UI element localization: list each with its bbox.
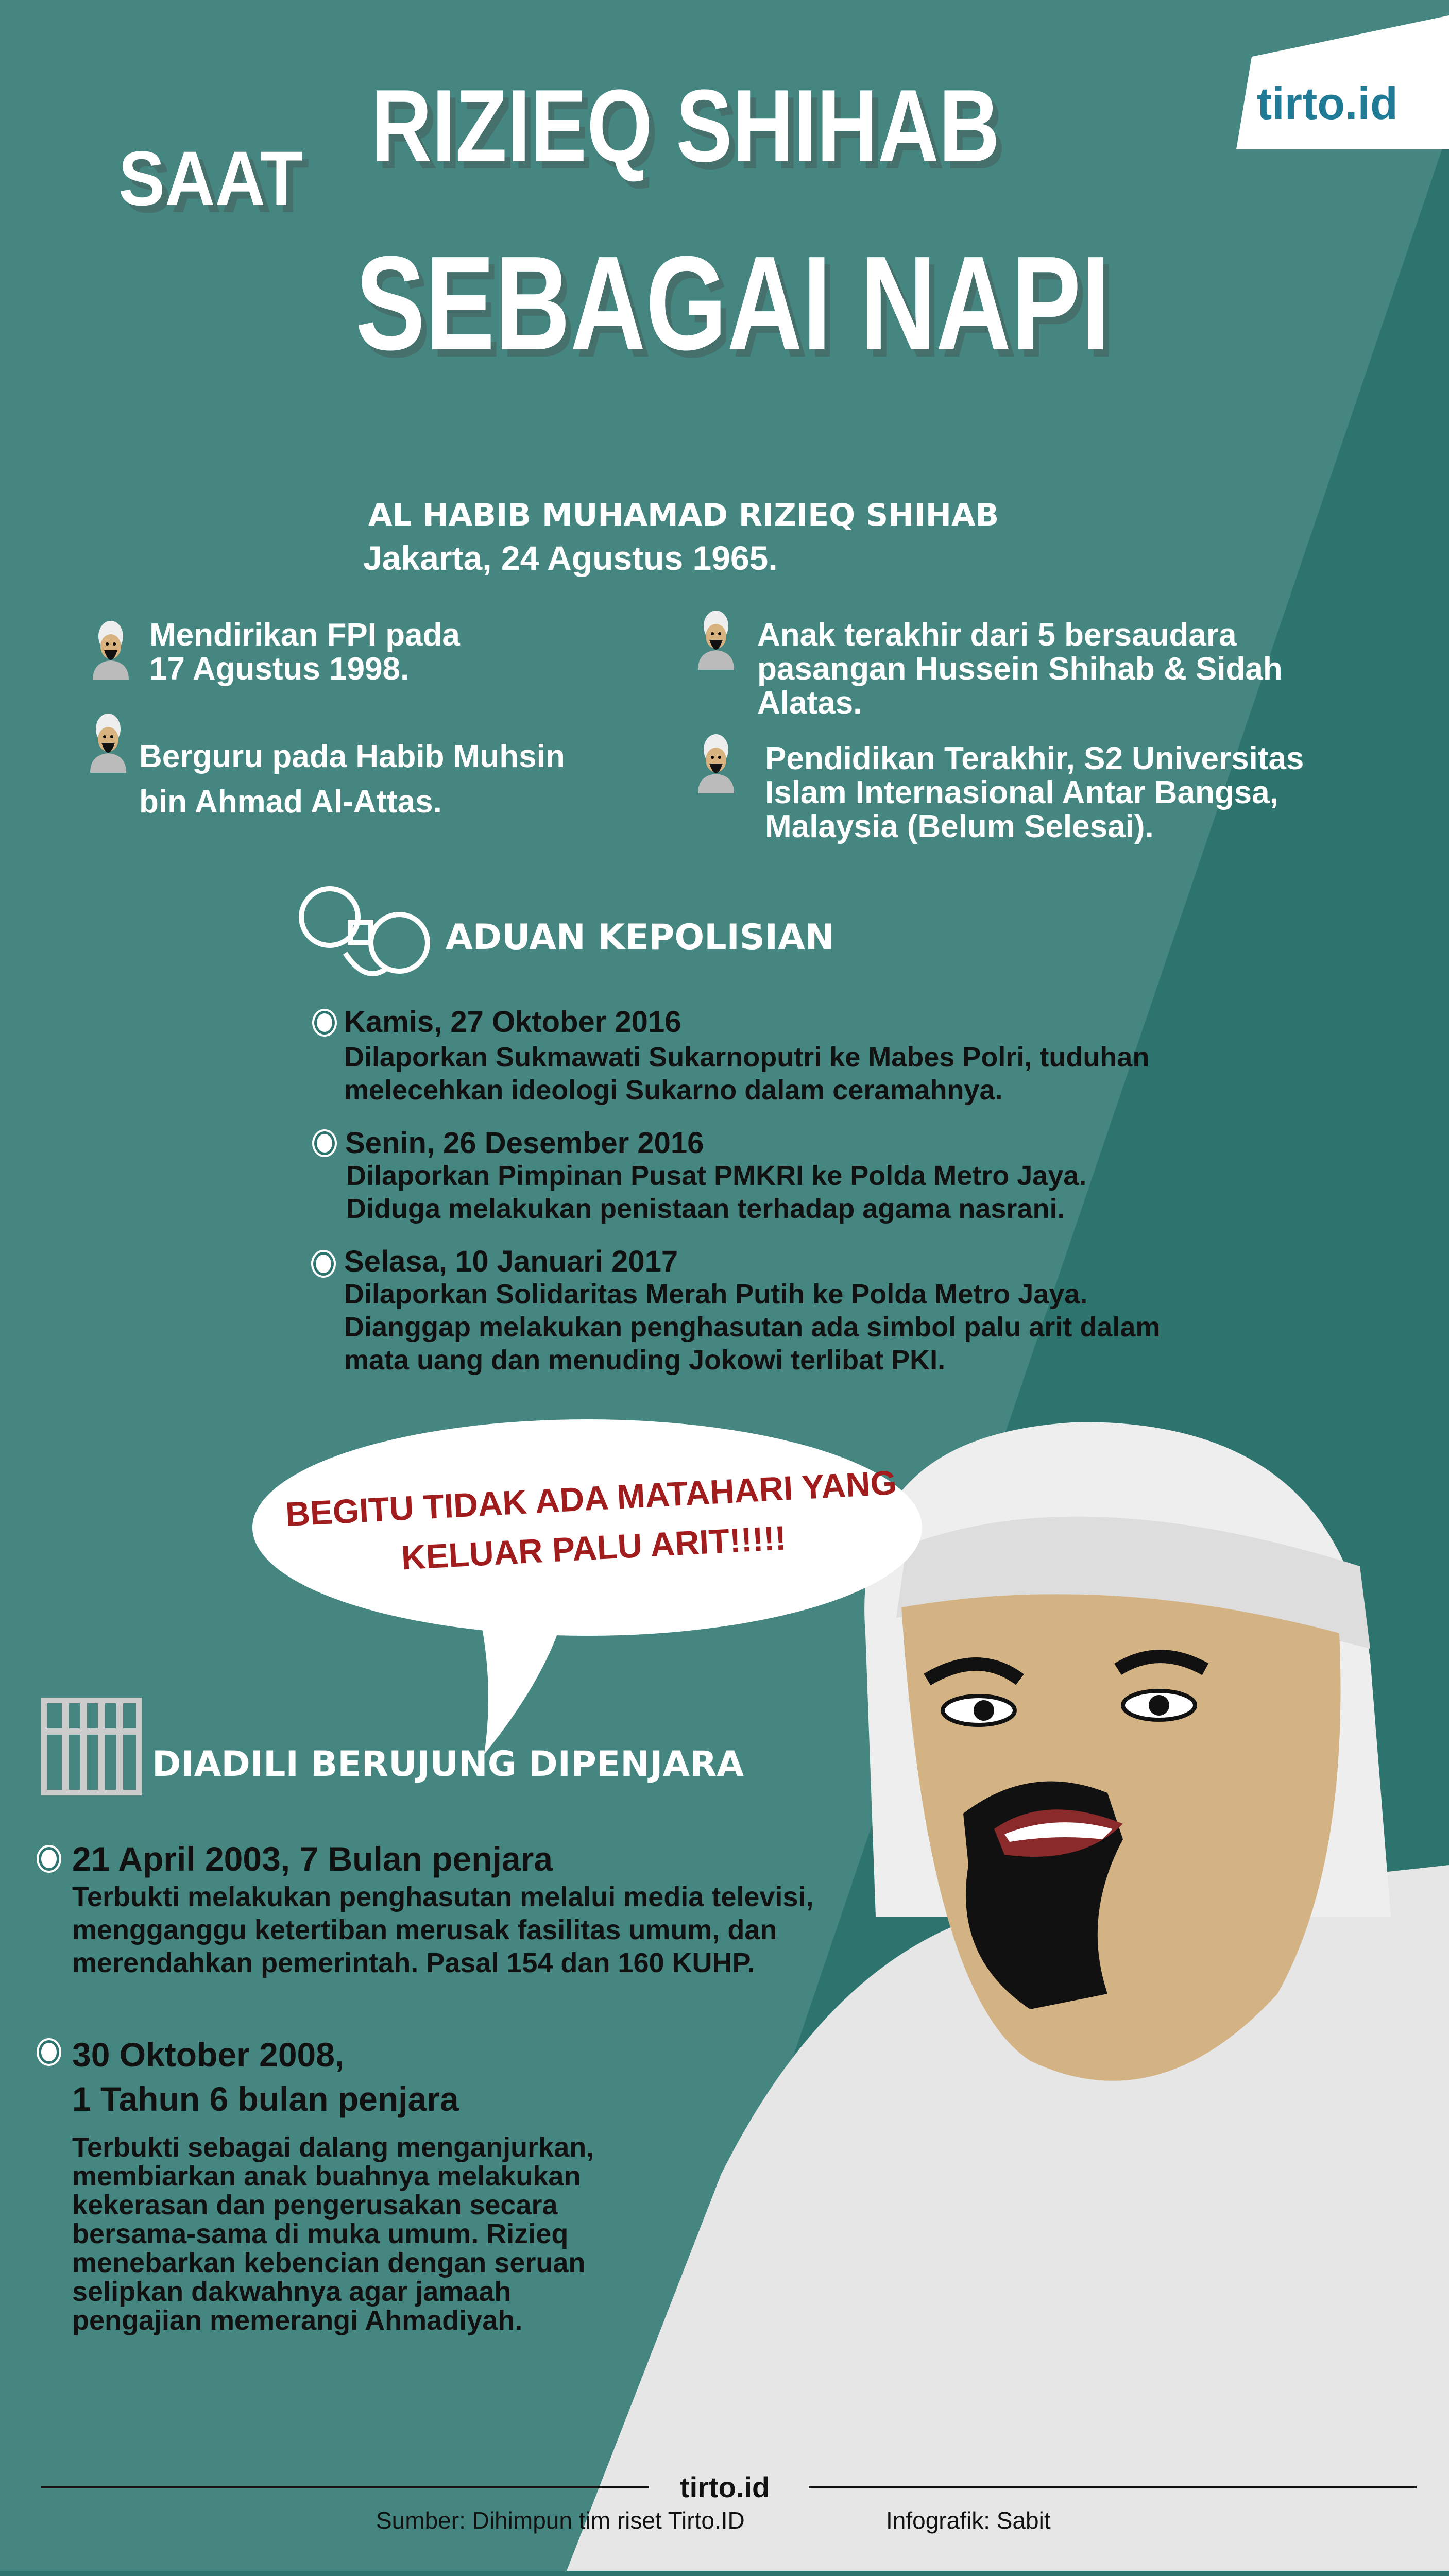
profile-birth: Jakarta, 24 Agustus 1965. [363,539,778,577]
report-text: Dilaporkan Sukmawati Sukarnoputri ke Mabes Polri, tuduhan melecehkan ideologi Sukarno dalam ceramahnya. [344,1042,1150,1106]
habib-avatar-icon [693,732,739,793]
habib-avatar-icon [693,608,739,670]
report-text: Dilaporkan Solidaritas Merah Putih ke Polda Metro Jaya. Dianggap melakukan penghasutan ada simbol palu arit dalam mata uang dan menuding Jokowi terlibat PKI. [344,1279,1161,1376]
report-text: Dilaporkan Pimpinan Pusat PMKRI ke Polda Metro Jaya. Diduga melakukan penistaan terhadap agama nasrani. [346,1160,1087,1224]
reports-heading: ADUAN KEPOLISIAN [446,917,834,958]
title-saat: SAAT [118,135,303,222]
quote-text: BEGITU TIDAK ADA MATAHARI YANG KELUAR PALU ARIT!!!!! [284,1463,898,1577]
trials-heading: DIADILI BERUJUNG DIPENJARA [152,1744,744,1785]
trial-text: Terbukti melakukan penghasutan melalui media televisi, mengganggu ketertiban merusak fasilitas umum, dan merendahkan pemerintah. Pasal 154 dan 160 KUHP. [72,1882,814,1978]
report-date: Kamis, 27 Oktober 2016 [344,1005,681,1039]
footer-source: Sumber: Dihimpun tim riset Tirto.ID [376,2507,745,2534]
report-date: Selasa, 10 Januari 2017 [344,1245,678,1278]
title-name: RIZIEQ SHIHAB [371,69,1000,183]
footer-divider-left [41,2486,649,2488]
fact-education: Pendidikan Terakhir, S2 Universitas Islam Internasional Antar Bangsa, Malaysia (Belum Selesai). [765,741,1304,844]
fact-founding: Mendirikan FPI pada 17 Agustus 1998. [149,617,460,687]
tirto-logo[interactable]: tirto.id [1257,78,1398,129]
habib-avatar-icon [85,711,131,773]
title-sebagai-napi: SEBAGAI NAPI [355,229,1110,378]
report-date: Senin, 26 Desember 2016 [345,1126,704,1160]
profile-name: AL HABIB MUHAMAD RIZIEQ SHIHAB [368,497,999,533]
footer-divider-right [809,2486,1417,2488]
handcuffs-icon [288,876,443,989]
footer-credit: Infografik: Sabit [886,2507,1051,2534]
trial-title: 21 April 2003, 7 Bulan penjara [72,1840,553,1878]
footer-brand: tirto.id [680,2471,770,2503]
habib-avatar-icon [88,618,134,680]
jail-icon [41,1698,142,1795]
trial-text: Terbukti sebagai dalang menganjurkan, membiarkan anak buahnya melakukan kekerasan dan pengerusakan secara bersama-sama di muka umum. Rizieq menebarkan kebencian dengan seruan selipkan dakwahnya agar jamaah pengajian memerangi Ahmadiyah. [72,2132,594,2336]
fact-family: Anak terakhir dari 5 bersaudara pasangan Hussein Shihab & Sidah Alatas. [757,617,1283,721]
trial-title: 30 Oktober 2008, 1 Tahun 6 bulan penjara [72,2036,459,2118]
fact-teacher: Berguru pada Habib Muhsin bin Ahmad Al-Attas. [139,739,565,820]
